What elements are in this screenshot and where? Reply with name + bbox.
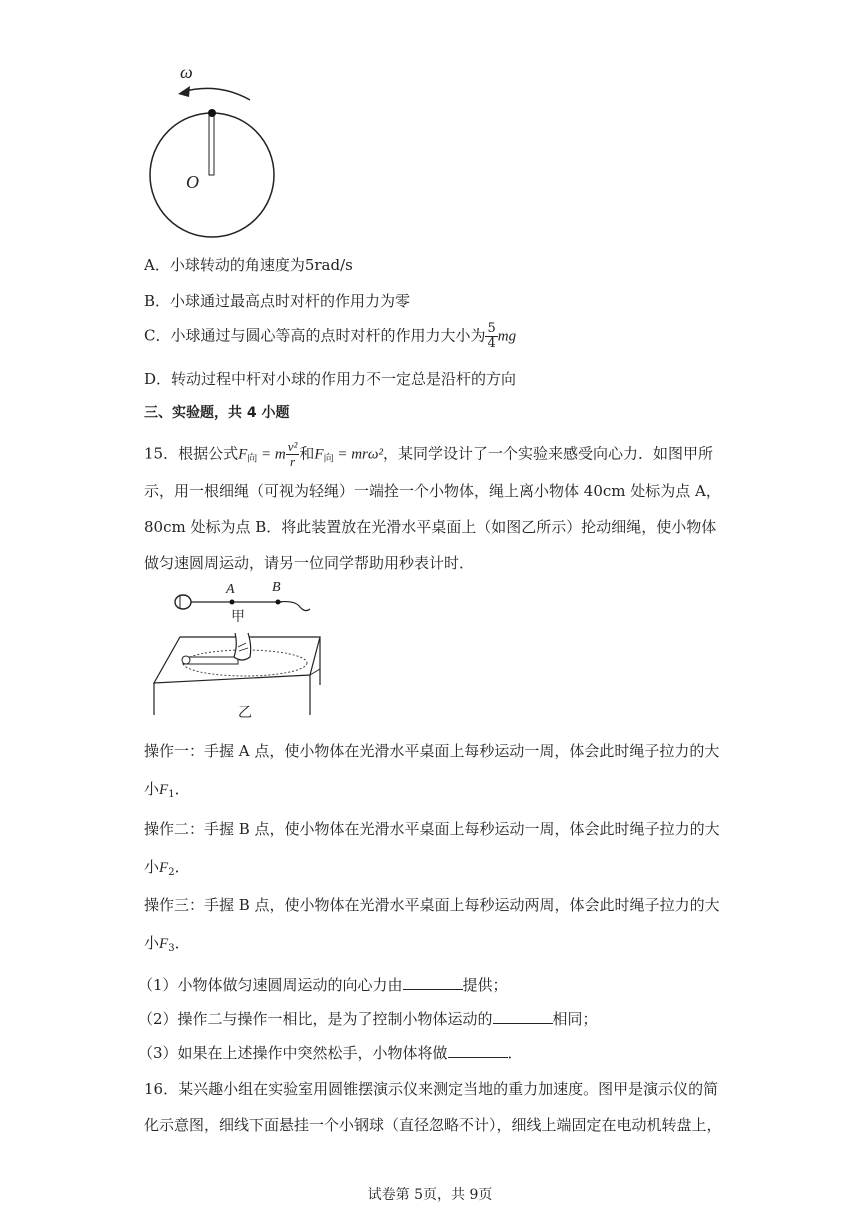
rope-table-figure <box>150 585 340 720</box>
op3-line2 <box>144 932 190 954</box>
option-c <box>144 322 516 351</box>
omega-label: ω <box>180 62 193 82</box>
q15-line4: 做匀速圆周运动，请另一位同学帮助用秒表计时． <box>144 554 475 572</box>
formula-and: 和 <box>299 444 315 463</box>
sub-q3-tail: ． <box>507 1044 523 1062</box>
rotating-rod-figure <box>140 60 280 250</box>
sub-question-1 <box>138 974 508 995</box>
answer-blank-1[interactable] <box>403 975 463 990</box>
formula-f-sub: 向 <box>247 453 258 465</box>
op3-line1: 操作三：手握 B 点，使小物体在光滑水平桌面上每秒运动两周，体会此时绳子拉力的大 <box>144 896 720 914</box>
op1-small: 小 <box>144 780 160 798</box>
point-a-label: A <box>226 582 235 597</box>
sub-q3-text: （3）如果在上述操作中突然松手，小物体将做 <box>138 1044 448 1062</box>
op1-f-sub: 1 <box>168 789 175 800</box>
q15-intro: 15．根据公式 <box>144 444 239 463</box>
formula-fraction <box>286 440 300 469</box>
op1-period: ． <box>174 780 190 798</box>
op2-line2 <box>144 856 190 878</box>
point-b-label: B <box>272 580 281 595</box>
sub-q1-tail: 提供； <box>462 976 508 994</box>
option-c-text: C．小球通过与圆心等高的点时对杆的作用力大小为 <box>144 326 486 345</box>
formula-f2-sub: 向 <box>323 453 334 465</box>
figure-yi-label: 乙 <box>238 705 252 721</box>
op2-line1: 操作二：手握 B 点，使小物体在光滑水平桌面上每秒运动一周，体会此时绳子拉力的大 <box>144 820 720 838</box>
formula-eq-m: = m <box>257 446 286 463</box>
q15-line2: 示，用一根细绳（可视为轻绳）一端拴一个小物体，绳上离小物体 40cm 处标为点 A， <box>144 482 721 500</box>
q16-line1: 16．某兴趣小组在实验室用圆锥摆演示仪来测定当地的重力加速度。图甲是演示仪的简 <box>144 1080 719 1098</box>
fraction-denominator: 4 <box>487 336 496 351</box>
op2-f-sub: 2 <box>168 867 175 878</box>
op2-f: F <box>159 860 169 876</box>
op3-small: 小 <box>144 934 160 952</box>
fraction-numerator: 5 <box>487 321 496 336</box>
op1-line2 <box>144 778 190 800</box>
op3-f-sub: 3 <box>168 943 175 954</box>
option-b: B．小球通过最高点时对杆的作用力为零 <box>144 292 411 310</box>
figure-jia-label: 甲 <box>231 609 245 625</box>
formula-r: r <box>290 454 296 469</box>
option-c-fraction <box>485 322 497 351</box>
sub-question-2 <box>138 1008 598 1029</box>
op2-period: ． <box>174 858 190 876</box>
q15-line1 <box>144 440 713 469</box>
q15-line3: 80cm 处标为点 B．将此装置放在光滑水平桌面上（如图乙所示）抡动细绳，使小物体 <box>144 518 717 536</box>
sub-q1-text: （1）小物体做匀速圆周运动的向心力由 <box>138 976 403 994</box>
sub-q2-tail: 相同； <box>552 1010 598 1028</box>
page-footer: 试卷第 5页，共 9页 <box>367 1187 493 1203</box>
sub-q2-text: （2）操作二与操作一相比，是为了控制小物体运动的 <box>138 1010 493 1028</box>
option-d: D．转动过程中杆对小球的作用力不一定总是沿杆的方向 <box>144 370 517 388</box>
center-label: O <box>186 172 199 192</box>
op3-period: ． <box>174 934 190 952</box>
op3-f: F <box>159 936 169 952</box>
formula-f: F <box>238 446 248 463</box>
op1-f: F <box>159 782 169 798</box>
answer-blank-2[interactable] <box>493 1009 553 1024</box>
formula-mrw2: = mrω² <box>333 446 383 463</box>
op1-line1: 操作一：手握 A 点，使小物体在光滑水平桌面上每秒运动一周，体会此时绳子拉力的大 <box>144 742 720 760</box>
answer-blank-3[interactable] <box>448 1043 508 1058</box>
q16-line2: 化示意图，细线下面悬挂一个小钢球（直径忽略不计），细线上端固定在电动机转盘上， <box>144 1116 722 1134</box>
sub-question-3 <box>138 1042 523 1063</box>
op2-small: 小 <box>144 858 160 876</box>
formula-f2: F <box>314 446 324 463</box>
option-c-mg: mg <box>497 328 517 345</box>
section-heading: 三、实验题，共 4 小题 <box>144 405 290 421</box>
option-a: A．小球转动的角速度为5rad/s <box>144 256 353 274</box>
formula-v2: v² <box>287 439 298 454</box>
q15-intro-tail: ，某同学设计了一个实验来感受向心力．如图甲所 <box>382 444 713 463</box>
